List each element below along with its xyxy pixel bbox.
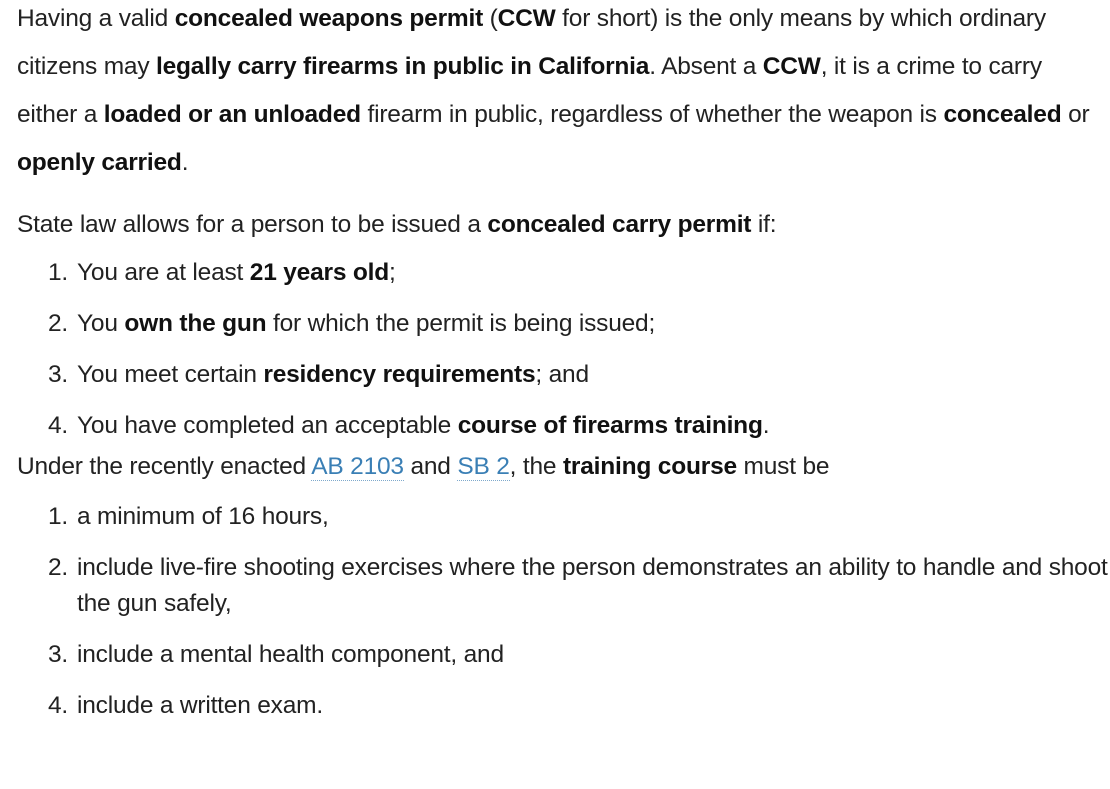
text-span: Having a valid — [17, 5, 175, 32]
list-number: 2. — [48, 554, 69, 581]
bold-text: concealed — [943, 101, 1062, 128]
list-item-text: a minimum of 16 hours, — [77, 503, 329, 530]
training-intro-paragraph — [17, 449, 1110, 485]
bold-text: concealed weapons permit — [174, 5, 484, 32]
training-requirements-list — [17, 499, 1110, 724]
text-span: You have completed an acceptable — [77, 412, 458, 439]
sb-2-link[interactable]: SB 2 — [457, 453, 510, 480]
bold-text: own the gun — [124, 310, 267, 337]
list-number: 1. — [48, 259, 69, 286]
list-number: 4. — [48, 692, 69, 719]
list-item — [17, 408, 1110, 444]
bold-text: CCW — [497, 5, 556, 32]
text-span: ; — [389, 259, 396, 286]
text-span: , it is a crime to carry either a — [17, 53, 1042, 128]
list-item — [17, 688, 1110, 724]
bold-text: training course — [562, 453, 737, 480]
bold-text: course of firearms training — [457, 412, 763, 439]
list-number: 3. — [48, 361, 69, 388]
list-number: 2. — [48, 310, 69, 337]
text-span: , the — [509, 453, 563, 480]
text-span: or — [1061, 101, 1090, 128]
text-span: You are at least — [77, 259, 250, 286]
list-number: 3. — [48, 641, 69, 668]
text-span: ( — [483, 5, 498, 32]
bold-text: legally carry firearms in public in California — [156, 53, 650, 80]
text-span: You meet certain — [77, 361, 264, 388]
text-span: if: — [751, 211, 777, 238]
text-span: firearm in public, regardless of whether the weapon is — [360, 101, 944, 128]
bold-text: openly carried — [17, 149, 182, 176]
text-span: must be — [736, 453, 830, 480]
text-span: for which the permit is being issued; — [266, 310, 656, 337]
text-span: Under the recently enacted — [17, 453, 312, 480]
requirements-list — [17, 255, 1110, 444]
list-number: 1. — [48, 503, 69, 530]
bold-text: 21 years old — [249, 259, 390, 286]
list-number: 4. — [48, 412, 69, 439]
bold-text: loaded or an unloaded — [103, 101, 361, 128]
list-item — [17, 357, 1110, 393]
list-item — [17, 637, 1110, 673]
list-item — [17, 306, 1110, 342]
text-span: . — [762, 412, 770, 439]
ab-2103-link[interactable]: AB 2103 — [311, 453, 404, 480]
list-item-text: include a written exam. — [77, 692, 323, 719]
text-span: You — [77, 310, 125, 337]
list-item — [17, 255, 1110, 291]
bold-text: concealed carry permit — [487, 211, 752, 238]
list-item-text: include a mental health component, and — [77, 641, 504, 668]
text-span: for short) is the only means by which ordinary citizens may — [17, 5, 1046, 80]
text-span: . — [181, 149, 189, 176]
list-item-text: include live-fire shooting exercises where the person demonstrates an ability to handle and shoot the gun safely, — [77, 554, 1108, 617]
intro-paragraph — [17, 0, 1097, 187]
state-law-paragraph — [17, 209, 1110, 241]
list-item — [17, 499, 1110, 535]
text-span: and — [403, 453, 458, 480]
bold-text: residency requirements — [263, 361, 536, 388]
list-item — [17, 550, 1110, 622]
text-span: . Absent a — [649, 53, 763, 80]
text-span: State law allows for a person to be issued a — [17, 211, 488, 238]
bold-text: CCW — [762, 53, 821, 80]
text-span: ; and — [535, 361, 589, 388]
